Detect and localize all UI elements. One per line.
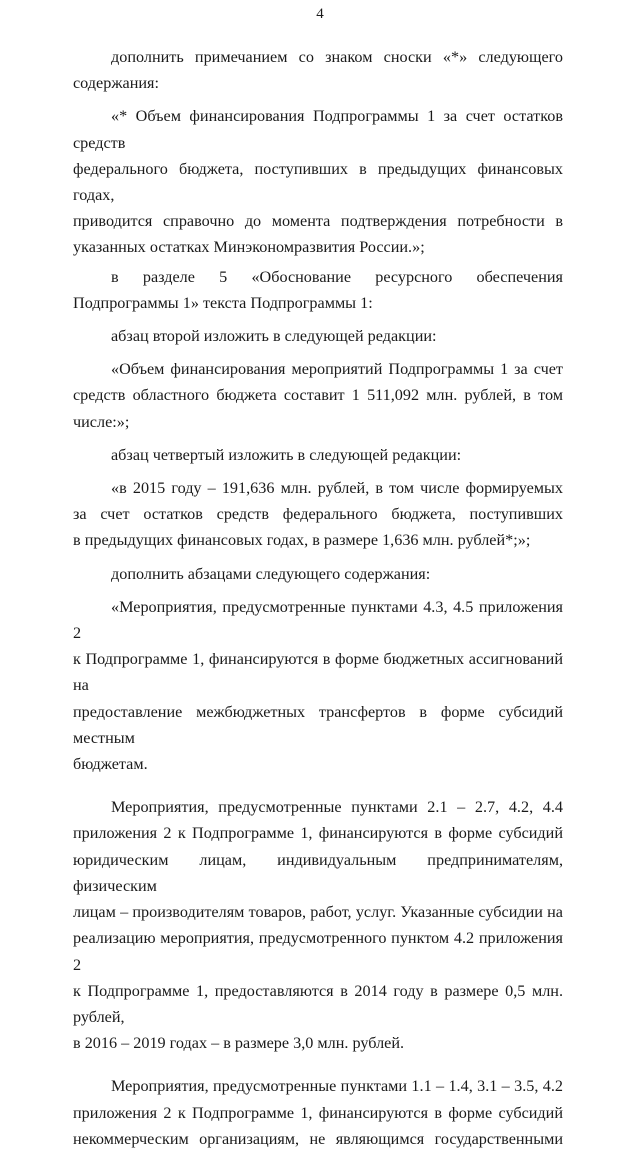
text-line: приложения 2 к Подпрограмме 1, финансируются в форме субсидий	[73, 824, 563, 843]
paragraph-2015-year	[73, 475, 563, 554]
text-line: абзац четвертый изложить в следующей редакции:	[111, 445, 462, 464]
text-line: за счет остатков средств федерального бюджета, поступивших	[73, 505, 563, 524]
document-body	[73, 44, 563, 1152]
text-line: «в 2015 году – 191,636 млн. рублей, в том числе формируемых	[111, 479, 563, 498]
text-line: лицам – производителям товаров, работ, услуг. Указанные субсидии на	[73, 903, 563, 922]
paragraph-footnote-intro	[73, 44, 563, 96]
text-line: дополнить примечанием со знаком сноски «*» следующего	[111, 48, 563, 66]
text-line: содержания:	[73, 74, 159, 93]
paragraph-financing-volume	[73, 356, 563, 435]
text-line: числе:»;	[73, 412, 130, 431]
text-line: к Подпрограмме 1, финансируются в форме бюджетных ассигнований на	[73, 650, 563, 695]
paragraph-footnote-text	[73, 103, 563, 260]
text-line: Мероприятия, предусмотренные пунктами 2.1 – 2.7, 4.2, 4.4	[111, 798, 563, 817]
paragraph-second-abzac	[73, 323, 563, 349]
text-line: Мероприятия, предусмотренные пунктами 1.1 – 1.4, 3.1 – 3.5, 4.2	[111, 1077, 563, 1096]
text-line: абзац второй изложить в следующей редакции:	[111, 327, 437, 346]
page-number: 4	[316, 6, 324, 22]
paragraph-measures-2-1	[73, 794, 563, 1056]
text-line: в предыдущих финансовых годах, в размере 1,636 млн. рублей*;»;	[73, 531, 531, 550]
text-line: федерального бюджета, поступивших в предыдущих финансовых годах,	[73, 159, 563, 205]
text-line: средств областного бюджета составит 1 511,092 млн. рублей, в том	[73, 386, 563, 405]
text-line: «Объем финансирования мероприятий Подпрограммы 1 за счет	[111, 360, 563, 379]
paragraph-section-5	[73, 264, 563, 316]
text-line: в 2016 – 2019 годах – в размере 3,0 млн. рублей.	[73, 1034, 405, 1053]
text-line: бюджетам.	[73, 755, 148, 774]
text-line: предоставление межбюджетных трансфертов в форме субсидий местным	[73, 702, 563, 747]
text-line: юридическим лицам, индивидуальным предпринимателям, физическим	[73, 850, 563, 895]
paragraph-measures-4-3	[73, 594, 563, 777]
text-line: в разделе 5 «Обоснование ресурсного обеспечения	[111, 267, 563, 286]
text-line: указанных остатках Минэкономразвития России.»;	[73, 238, 425, 257]
paragraph-fourth-abzac	[73, 442, 563, 468]
paragraph-measures-1-1	[73, 1073, 563, 1152]
text-line: приводится справочно до момента подтверждения потребности в	[73, 212, 563, 231]
text-line: дополнить абзацами следующего содержания:	[111, 564, 431, 583]
text-line: Подпрограммы 1» текста Подпрограммы 1:	[73, 293, 373, 312]
text-line: «* Объем финансирования Подпрограммы 1 за счет остатков средств	[73, 107, 563, 152]
text-line: некоммерческим организациям, не являющимся государственными	[73, 1129, 563, 1148]
paragraph-add-abzacs	[73, 561, 563, 587]
text-line: к Подпрограмме 1, предоставляются в 2014 году в размере 0,5 млн. рублей,	[73, 981, 563, 1026]
text-line: реализацию мероприятия, предусмотренного пунктом 4.2 приложения 2	[73, 929, 563, 974]
text-line: «Мероприятия, предусмотренные пунктами 4.3, 4.5 приложения 2	[73, 597, 563, 643]
text-line: приложения 2 к Подпрограмме 1, финансируются в форме субсидий	[73, 1103, 563, 1122]
